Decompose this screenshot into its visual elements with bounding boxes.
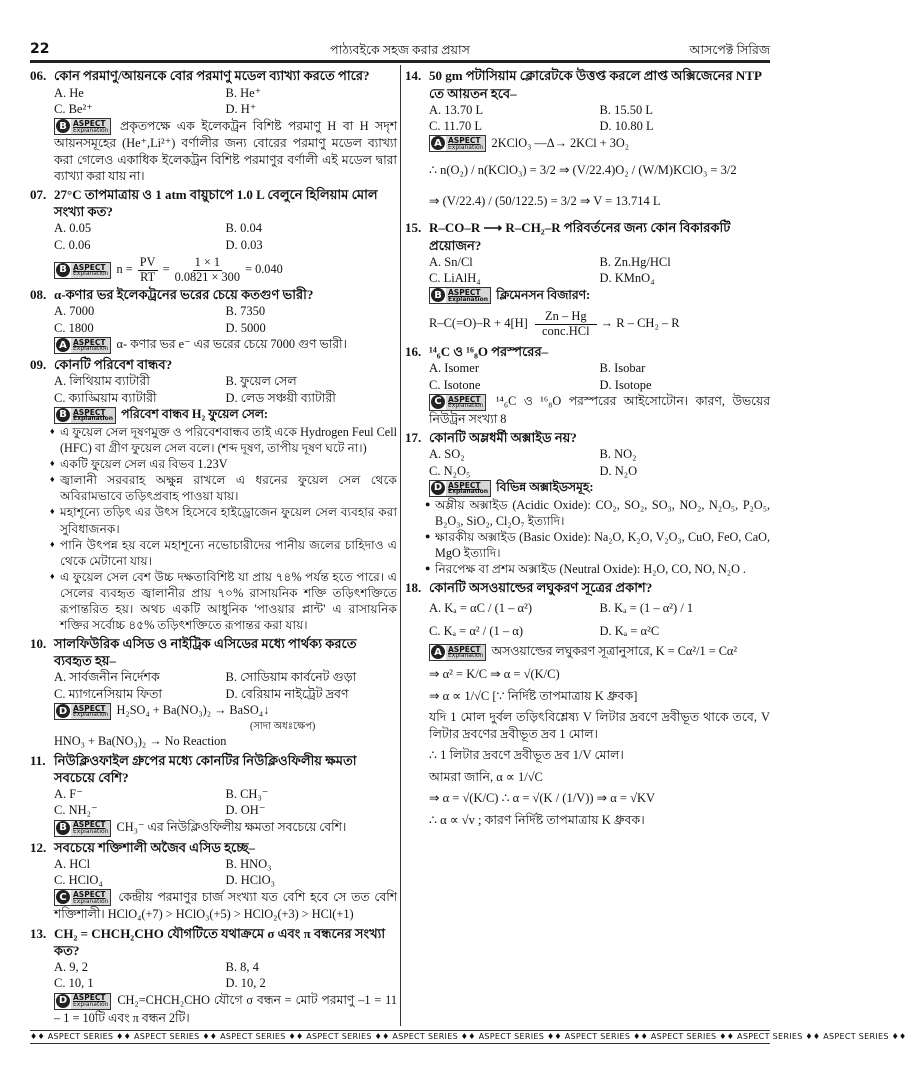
right-column — [400, 65, 770, 1025]
bullet-item: ♦ পানি উৎপন্ন হয় বলে মহাশূন্যে নভোচারীদের পানীয় জলের চাহিদাও এ থেকে মেটানো যায়। — [60, 537, 397, 569]
bullet-item: ● ক্ষারকীয় অক্সাইড (Basic Oxide): Na₂O, K₂O, V₂O₃, CuO, FeO, CaO, MgO ইত্যাদি। — [435, 529, 770, 561]
question-06 — [30, 67, 397, 183]
option-d: D. KMnO₄ — [599, 271, 655, 286]
fraction-denominator: 0.0821 × 300 — [174, 269, 240, 284]
option-a: A. He — [54, 85, 84, 100]
question-text: ¹⁴₆C ও ¹⁶₈O পরস্পরের– — [429, 343, 549, 359]
option-b: B. HNO₃ — [225, 856, 272, 871]
option-d: D. Isotope — [599, 377, 652, 392]
question-number: 13. — [30, 925, 47, 941]
question-10 — [30, 635, 397, 749]
badge-line1: ASPECT — [73, 703, 106, 713]
question-14 — [405, 67, 770, 209]
option-a: A. SO₂ — [429, 447, 465, 462]
badge-line2: Explanation — [73, 897, 109, 905]
question-12 — [30, 839, 397, 923]
explanation-text: প্রকৃতপক্ষে এক ইলেকট্রন বিশিষ্ট পরমাণু H বা H সদৃশ আয়নসমূহের (He⁺,Li²⁺) বর্ণালীর জন্য বোরের পরমাণু মডেল ব্যাখ্যা করা গেলেও একাধিক ইলেকট্রন বিশিষ্ট পরমাণুর বর্ণালী এই মডেল দ্বারা ব্যাখ্যা করা যায় না। — [54, 118, 397, 183]
option-c: C. 0.06 — [54, 237, 91, 252]
answer-letter: B — [431, 288, 445, 302]
oxide-list — [405, 497, 770, 577]
option-d: D. লেড সঞ্চয়ী ব্যাটারী — [225, 390, 336, 405]
answer-badge — [54, 820, 111, 837]
question-number: 06. — [30, 68, 47, 84]
explanation-line: ⇒ α² = K/C ⇒ α = √(K/C) — [429, 667, 560, 682]
explanation-text: α- কণার ভর e⁻ এর ভরের চেয়ে 7000 গুণ ভারী। — [116, 337, 347, 352]
option-a: A. 7000 — [54, 304, 95, 319]
question-text: কোনটি পরিবেশ বান্ধব? — [54, 357, 173, 373]
badge-line1: ASPECT — [448, 394, 481, 404]
option-c: C. NH₂⁻ — [54, 803, 98, 818]
explanation-line: আমরা জানি, α ∝ 1/√C — [429, 769, 543, 784]
option-b: B. NO₂ — [599, 447, 637, 462]
question-number: 12. — [30, 839, 47, 855]
question-text: R–CO–R ⟶ R–CH₂–R পরিবর্তনের জন্য কোন বিকারকটি প্রয়োজন? — [429, 220, 731, 253]
explanation-title: পরিবেশ বান্ধব H₂ ফুয়েল সেল: — [121, 407, 269, 422]
answer-badge — [54, 337, 111, 354]
option-a: A. Kₐ = αC / (1 – α²) — [429, 601, 533, 616]
page-number: 22 — [30, 41, 50, 57]
explanation-text: কেন্দ্রীয় পরমাণুর চার্জ সংখ্যা যত বেশি হবে সে তত বেশি শক্তিশালী। HClO₄(+7) > HClO₃(+5) > HClO₂(+3) > HCl(+1) — [54, 889, 397, 922]
badge-line1: ASPECT — [448, 644, 481, 654]
option-d: D. OH⁻ — [225, 803, 266, 818]
question-number: 09. — [30, 357, 47, 373]
bullet-item: ♦ জ্বালানী সরবরাহ অক্ষুন্ন রাখলে এ ধরনের ফুয়েল সেল থেকে অবিরামভাবে তড়িৎপ্রবাহ পাওয়া যায়। — [60, 472, 397, 504]
answer-letter: C — [56, 890, 70, 904]
answer-badge — [429, 644, 486, 661]
badge-line1: ASPECT — [73, 820, 106, 830]
volume-result-equation: ⇒ (V/22.4) / (50/122.5) = 3/2 ⇒ V = 13.714 L — [429, 193, 661, 208]
bullet-item: ♦ একটি ফুয়েল সেল এর বিভব 1.23V — [60, 456, 397, 472]
answer-letter: B — [56, 821, 70, 835]
explanation-text: ¹⁴₆C ও ¹⁶₈O পরস্পরের আইসোটোন। কারণ, উভয়ের নিউট্রন সংখ্যা 8 — [429, 394, 771, 426]
option-d: D. HClO₃ — [225, 873, 275, 888]
question-13 — [30, 925, 397, 1026]
answer-letter: A — [431, 136, 445, 150]
question-text: কোনটি অম্লধর্মী অক্সাইড নয়? — [429, 429, 577, 445]
option-b: B. সোডিয়াম কার্বনেট গুড়া — [225, 670, 357, 685]
option-d: D. 5000 — [225, 320, 266, 335]
badge-line2: Explanation — [73, 827, 109, 835]
question-number: 18. — [405, 580, 422, 596]
badge-line2: Explanation — [448, 652, 484, 660]
question-11 — [30, 752, 397, 837]
explanation-line: অসওয়াল্ডের লঘুকরণ সূত্রানুসারে, K = Cα²/1 = Cα² — [491, 644, 738, 659]
answer-badge — [54, 407, 116, 424]
reaction-equation: 2KClO₃ —Δ→ 2KCl + 3O₂ — [491, 135, 630, 150]
reaction-arrow-icon: → — [600, 316, 614, 331]
option-d: D. N₂O — [599, 463, 638, 478]
option-a: A. সার্বজনীন নির্দেশক — [54, 670, 160, 685]
answer-badge — [54, 118, 111, 135]
answer-badge — [54, 993, 111, 1010]
badge-line2: Explanation — [448, 402, 484, 410]
bullet-item: ● অম্লীয় অক্সাইড (Acidic Oxide): CO₂, SO₂, SO₃, NO₂, N₂O₅, P₂O₅, B₂O₃, SiO₂, Cl₂O₇ ইত্যাদি। — [435, 497, 770, 529]
answer-letter: A — [431, 645, 445, 659]
badge-line1: ASPECT — [73, 119, 106, 129]
badge-line1: ASPECT — [73, 407, 106, 417]
explanation-text: CH₃⁻ এর নিউক্লিওফিলীয় ক্ষমতা সবচেয়ে বেশি। — [116, 819, 347, 834]
badge-line2: Explanation — [448, 143, 484, 151]
answer-badge — [54, 262, 111, 279]
question-16 — [405, 343, 770, 427]
option-d: D. H⁺ — [225, 102, 257, 117]
option-b: B. CH₃⁻ — [225, 786, 269, 801]
badge-line2: Explanation — [448, 488, 489, 496]
badge-line1: ASPECT — [448, 480, 481, 490]
option-c: C. HClO₄ — [54, 873, 103, 888]
header-center-title: পাঠ্যবইকে সহজ করার প্রয়াস — [330, 42, 470, 57]
option-b: B. 8, 4 — [225, 959, 259, 974]
header-series-title: আসপেক্ট সিরিজ — [689, 42, 770, 57]
reagent-bottom: conc.HCl — [542, 324, 590, 339]
badge-line1: ASPECT — [73, 890, 106, 900]
option-c: C. 11.70 L — [429, 119, 483, 134]
answer-letter: A — [56, 338, 70, 352]
question-number: 15. — [405, 220, 422, 236]
bullet-item: ● নিরপেক্ষ বা প্রশম অক্সাইড (Neutral Oxide): H₂O, CO, NO, N₂O . — [435, 561, 770, 577]
option-c: C. 1800 — [54, 320, 94, 335]
explanation-text: CH₂=CHCH₂CHO যৌগে σ বন্ধন = মোট পরমাণু –1 = 11 – 1 = 10টি এবং π বন্ধন 2টি। — [54, 992, 398, 1025]
explanation-line: ⇒ α ∝ 1/√C [∵ নির্দিষ্ট তাপমাত্রায় K ধ্রুবক] — [429, 688, 638, 703]
explanation-title: বিভিন্ন অক্সাইডসমূহ: — [496, 480, 594, 495]
precipitate-note: (সাদা অধঃক্ষেপ) — [250, 721, 316, 733]
answer-badge — [54, 703, 111, 720]
option-a: A. HCl — [54, 856, 91, 871]
option-b: B. 15.50 L — [599, 102, 653, 117]
question-text: α-কণার ভর ইলেকট্রনের ভরের চেয়ে কতগুণ ভারী? — [54, 287, 314, 303]
question-18 — [405, 579, 770, 828]
equation-result: = 0.040 — [245, 262, 283, 277]
equation-reactants: R–C(=O)–R + 4[H] — [429, 316, 528, 331]
badge-line1: ASPECT — [448, 288, 481, 298]
option-d: D. Kₐ = α²C — [599, 623, 660, 638]
fraction-numerator: PV — [139, 255, 156, 270]
option-d: D. 10, 2 — [225, 976, 266, 991]
question-text: সালফিউরিক এসিড ও নাইট্রিক এসিডের মধ্যে পার্থক্য করতে ব্যবহৃত হয়– — [54, 636, 357, 669]
option-d: D. 10.80 L — [599, 119, 654, 134]
option-a: A. Sn/Cl — [429, 254, 473, 269]
explanation-title: ক্লিমেনসন বিজারণ: — [496, 287, 591, 302]
option-b: B. 0.04 — [225, 221, 262, 236]
option-c: C. Kₐ = α² / (1 – α) — [429, 623, 523, 638]
option-b: B. 7350 — [225, 304, 266, 319]
option-b: B. Zn.Hg/HCl — [599, 254, 671, 269]
reaction-equation-2: HNO₃ + Ba(NO₃)₂ → No Reaction — [54, 734, 227, 749]
explanation-line: যদি 1 মোল দুর্বল তড়িৎবিশ্লেষ্য V লিটার দ্রবণে দ্রবীভূত থাকে তবে, V লিটার দ্রবণের দ্রবীভূত দ্রব 1 মোল। — [429, 710, 770, 741]
answer-letter: C — [431, 395, 445, 409]
question-07: 07. 27°C তাপমাত্রায় ও 1 atm বায়ুচাপে 1.0 L বেলুনে হিলিয়াম মোল সংখ্যা কত? A. 0.05 B. 0.04 C. 0.06 D. 0.03 B ASPECT Explanation n = $\frac{PV}{RT}$ = $\frac{1 \times 1}{0.0821 \times 300}$ = 0.040 — [30, 186, 397, 284]
answer-badge — [429, 480, 491, 497]
answer-letter: D — [431, 481, 445, 495]
question-number: 17. — [405, 429, 422, 445]
option-b: B. Isobar — [599, 361, 646, 376]
bullet-item: ♦ এ ফুয়েল সেল বেশ উচ্চ দক্ষতাবিশিষ্ট যা প্রায় ৭৪% পর্যন্ত হতে পারে। এ সেলের ব্যবহৃত জ্বালানীর প্রায় ৭০% রাসায়নিক শক্তি তড়িৎশক্তিতে রূপান্তরিত হয়। অথচ একটি আধুনিক 'পাওয়ার প্লান্ট' এ রাসায়নিক শক্তির সর্বোচ্চ ৪৫% তড়িৎশক্তিতে রূপান্তর করা যায়। — [60, 569, 397, 633]
option-a: A. F⁻ — [54, 786, 83, 801]
answer-badge — [54, 889, 111, 906]
question-text: নিউক্লিওফাইল গ্রুপের মধ্যে কোনটির নিউক্লিওফিলীয় ক্ষমতা সবচেয়ে বেশি? — [54, 752, 357, 785]
answer-badge — [429, 287, 491, 304]
option-c: C. Be²⁺ — [54, 102, 93, 117]
fraction-denominator: RT — [140, 269, 156, 284]
option-c: C. N₂O₅ — [429, 463, 471, 478]
badge-line2: Explanation — [73, 1000, 109, 1008]
question-17 — [405, 429, 770, 577]
bullet-item: ♦ এ ফুয়েল সেল দূষণমুক্ত ও পরিবেশবান্ধব তাই একে Hydrogen Feul Cell (HFC) বা গ্রীণ ফুয়েল সেল বলে। (শব্দ দূষণ, তাপীয় দূষণ ঘটে না।) — [60, 424, 397, 456]
badge-line2: Explanation — [73, 270, 109, 278]
question-text: কোনটি অসওয়াল্ডের লঘুকরণ সূত্রের প্রকাশ? — [429, 580, 653, 596]
answer-letter: B — [56, 119, 70, 133]
badge-line2: Explanation — [448, 295, 489, 303]
badge-line1: ASPECT — [73, 337, 106, 347]
option-c: C. 10, 1 — [54, 976, 94, 991]
equation-product: R – CH₂ – R — [616, 316, 680, 331]
badge-line2: Explanation — [73, 126, 109, 134]
reaction-conditions — [535, 310, 597, 339]
badge-line2: Explanation — [73, 345, 109, 353]
question-09 — [30, 356, 397, 633]
option-a: A. 13.70 L — [429, 102, 484, 117]
option-d: D. বেরিয়াম নাইট্রেট দ্রবণ — [225, 686, 349, 701]
left-column — [30, 65, 400, 1025]
bullet-item: ♦ মহাশূন্যে তড়িৎ এর উৎস হিসেবে হাইড্রোজেন ফুয়েল সেল ব্যবহার করা সুবিধাজনক। — [60, 504, 397, 536]
badge-line1: ASPECT — [448, 136, 481, 146]
answer-letter: D — [56, 704, 70, 718]
question-text: 50 gm পটাসিয়াম ক্লোরেটকে উত্তপ্ত করলে প্রাপ্ত অক্সিজেনের NTP তে আয়তন হবে– — [429, 68, 762, 101]
fraction-numerator: 1 × 1 — [194, 255, 220, 270]
answer-badge — [429, 394, 486, 411]
question-15 — [405, 219, 770, 338]
question-text: সবচেয়ে শক্তিশালী অজৈব এসিড হচ্ছে– — [54, 839, 256, 855]
two-column-body — [30, 65, 770, 1025]
page-header — [30, 40, 770, 63]
option-a: A. লিথিয়াম ব্যাটারী — [54, 374, 150, 389]
option-a: A. 9, 2 — [54, 959, 89, 974]
answer-letter: B — [56, 263, 70, 277]
footer-series-band: ♦♦ ASPECT SERIES ♦♦ ASPECT SERIES ♦♦ ASPECT SERIES ♦♦ ASPECT SERIES ♦♦ ASPECT SERIES ♦♦ ASPECT SERIES ♦♦ ASPECT SERIES ♦♦ ASPECT SERIES ♦♦ ASPECT SERIES ♦♦ ASPECT SERIES ♦♦ — [30, 1030, 770, 1044]
reaction-equation-1: H₂SO₄ + Ba(NO₃)₂ → BaSO₄↓ — [116, 703, 270, 718]
badge-line2: Explanation — [73, 415, 114, 423]
badge-line1: ASPECT — [73, 993, 106, 1003]
option-b: B. Kₐ = (1 – α²) / 1 — [599, 601, 694, 616]
badge-line1: ASPECT — [73, 262, 106, 272]
question-08 — [30, 286, 397, 354]
explanation-line: ∴ α ∝ √v ; কারণ নির্দিষ্ট তাপমাত্রায় K ধ্রুবক। — [429, 812, 645, 827]
option-b: B. He⁺ — [225, 85, 262, 100]
clemmensen-equation — [405, 310, 770, 339]
explanation-line: ∴ 1 লিটার দ্রবণে দ্রবীভূত দ্রব 1/V মোল। — [429, 748, 624, 763]
question-number: 11. — [30, 752, 46, 768]
question-text: 27°C তাপমাত্রায় ও 1 atm বায়ুচাপে 1.0 L বেলুনে হিলিয়াম মোল সংখ্যা কত? — [54, 186, 378, 220]
equation-lhs: n = — [116, 262, 133, 277]
option-b: B. ফুয়েল সেল — [225, 374, 297, 389]
answer-badge — [429, 135, 486, 152]
option-c: C. LiAlH₄ — [429, 271, 481, 286]
question-number: 16. — [405, 343, 422, 359]
badge-line2: Explanation — [73, 711, 109, 719]
bullet-list — [30, 424, 397, 633]
question-text: CH₂ = CHCH₂CHO যৌগটিতে যথাক্রমে σ এবং π বন্ধনের সংখ্যা কত? — [54, 925, 386, 958]
question-number: 10. — [30, 636, 47, 652]
explanation-line: ⇒ α = √(K/C) ∴ α = √(K / (1/V)) ⇒ α = √KV — [429, 791, 656, 806]
option-d: D. 0.03 — [225, 237, 263, 252]
question-number: 08. — [30, 287, 47, 303]
option-c: C. ক্যাড্মিয়াম ব্যাটারী — [54, 390, 157, 405]
question-number: 07. — [30, 186, 47, 202]
option-a: A. Isomer — [429, 361, 479, 376]
mole-ratio-equation: ∴ n(O₂) / n(KClO₃) = 3/2 ⇒ (V/22.4)O₂ / (W/M)KClO₃ = 3/2 — [429, 163, 737, 178]
fraction-values — [175, 256, 240, 284]
option-c: C. ম্যাগনেসিয়াম ফিতা — [54, 686, 163, 701]
answer-letter: B — [56, 408, 70, 422]
question-text: কোন পরমাণু/আয়নকে বোর পরমাণু মডেল ব্যাখ্যা করতে পারে? — [54, 68, 370, 84]
reagent-top: Zn – Hg — [535, 310, 597, 325]
fraction-pv-rt — [138, 256, 158, 284]
option-c: C. Isotone — [429, 377, 481, 392]
answer-letter: D — [56, 994, 70, 1008]
option-a: A. 0.05 — [54, 221, 92, 236]
question-number: 14. — [405, 68, 422, 84]
